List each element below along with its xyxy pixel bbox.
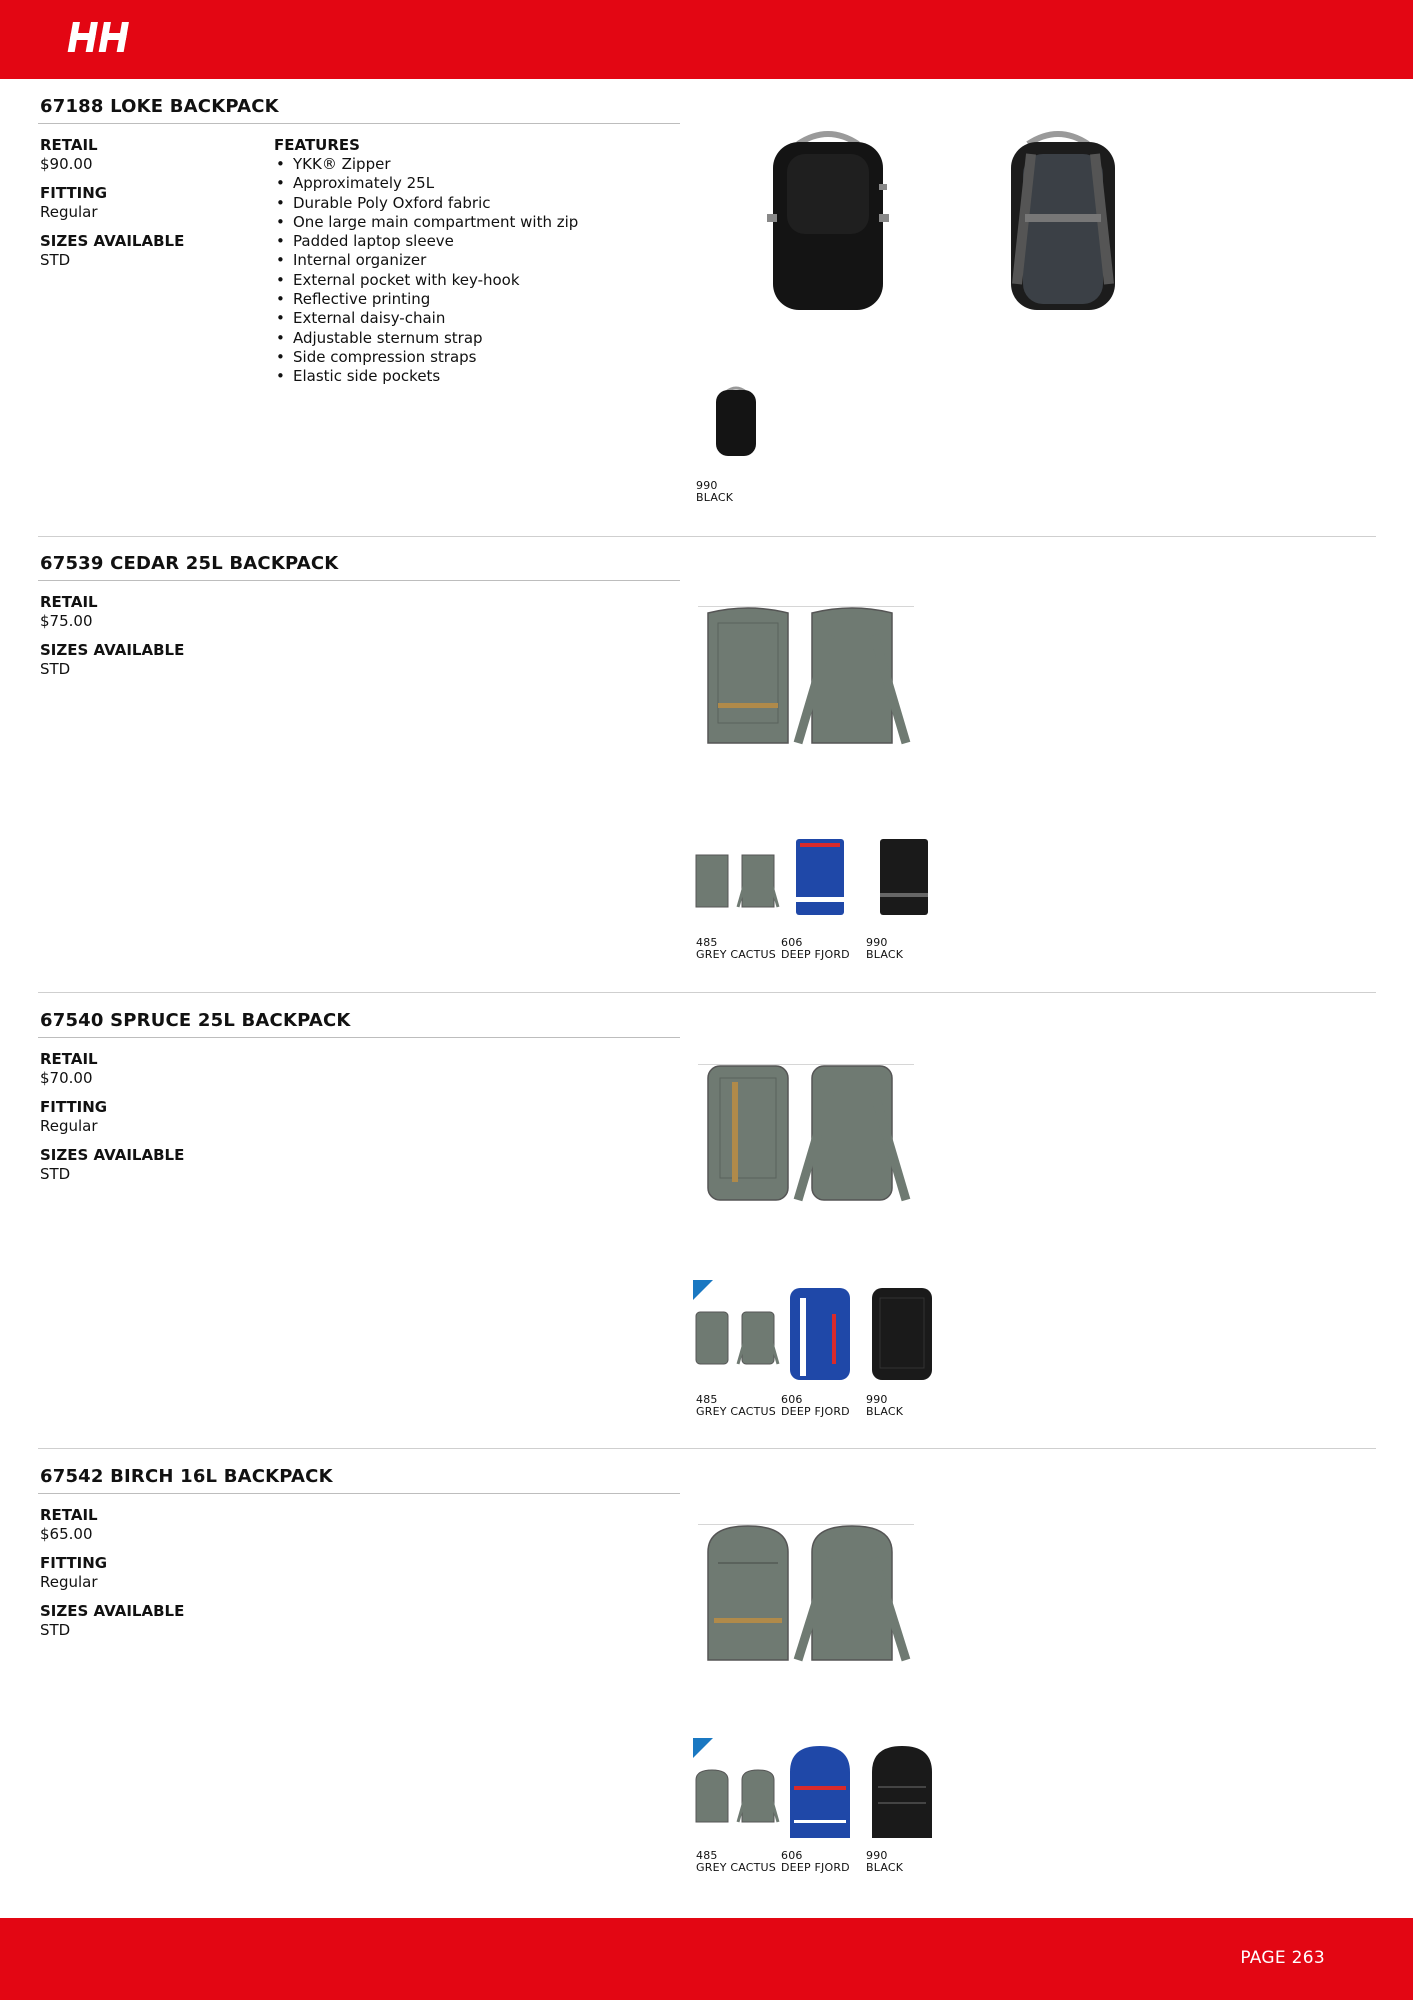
features-block (274, 136, 694, 387)
sizes-value: STD (40, 251, 71, 269)
retail-price: $90.00 (40, 155, 93, 173)
section-divider (38, 1448, 1376, 1449)
color-code: 990 (866, 1393, 888, 1406)
feature-item: • Side compression straps (274, 348, 694, 367)
product-specs (40, 1050, 260, 1194)
swatch-label-990 (866, 1394, 903, 1418)
backpack-back-drawing (790, 1522, 915, 1667)
retail-label: RETAIL (40, 593, 98, 611)
color-name: GREY CACTUS (696, 1861, 776, 1874)
product-specs (40, 593, 260, 689)
page-footer (0, 1918, 1413, 2000)
feature-item: • External daisy-chain (274, 309, 694, 328)
retail-label: RETAIL (40, 1050, 98, 1068)
swatch-grey-cactus-front (692, 851, 734, 911)
page-number: PAGE 263 (1240, 1948, 1325, 1968)
color-name: BLACK (866, 948, 904, 961)
sizes-label: SIZES AVAILABLE (40, 232, 185, 250)
fitting-label: FITTING (40, 1098, 108, 1116)
feature-item: • Approximately 25L (274, 174, 694, 193)
helly-hansen-logo (66, 16, 132, 60)
product-title: 67188 LOKE BACKPACK (40, 96, 279, 117)
product-title: 67542 BIRCH 16L BACKPACK (40, 1466, 333, 1487)
backpack-back-drawing (790, 605, 915, 750)
feature-item: • One large main compartment with zip (274, 213, 694, 232)
color-name: GREY CACTUS (696, 948, 776, 961)
swatch-black (874, 835, 934, 919)
color-code: 606 (781, 1393, 803, 1406)
color-name: DEEP FJORD (781, 948, 850, 961)
title-divider (38, 1037, 680, 1038)
sizes-label: SIZES AVAILABLE (40, 641, 185, 659)
product-cedar (38, 553, 1376, 973)
fitting-value: Regular (40, 1117, 98, 1135)
color-name: BLACK (866, 1861, 904, 1874)
color-code: 990 (866, 1849, 888, 1862)
swatch-label-990 (696, 480, 733, 504)
title-divider (38, 580, 680, 581)
swatch-black (864, 1742, 940, 1842)
backpack-front-image (743, 124, 913, 314)
swatch-grey-cactus-back (734, 1308, 782, 1368)
product-birch (38, 1466, 1376, 1886)
color-code: 606 (781, 936, 803, 949)
section-divider (38, 992, 1376, 993)
swatch-label-990 (866, 937, 903, 961)
swatch-black (864, 1284, 940, 1384)
swatch-label-485 (696, 937, 776, 961)
section-divider (38, 536, 1376, 537)
title-divider (38, 123, 680, 124)
page-header (0, 0, 1413, 79)
backpack-front-drawing (698, 1062, 798, 1207)
fitting-value: Regular (40, 1573, 98, 1591)
feature-item: • Elastic side pockets (274, 367, 694, 386)
swatch-label-606 (781, 1394, 850, 1418)
swatch-deep-fjord (782, 1742, 858, 1842)
swatch-grey-cactus-back (734, 851, 782, 911)
fitting-label: FITTING (40, 1554, 108, 1572)
feature-item: • Durable Poly Oxford fabric (274, 194, 694, 213)
new-badge-icon (693, 1738, 713, 1758)
swatch-label-606 (781, 1850, 850, 1874)
sizes-value: STD (40, 660, 71, 678)
feature-item: • Reflective printing (274, 290, 694, 309)
sizes-value: STD (40, 1621, 71, 1639)
fitting-label: FITTING (40, 184, 108, 202)
retail-label: RETAIL (40, 136, 98, 154)
swatch-grey-cactus-back (734, 1766, 782, 1826)
color-code: 485 (696, 1849, 718, 1862)
retail-label: RETAIL (40, 1506, 98, 1524)
swatch-label-485 (696, 1394, 776, 1418)
feature-item: • Padded laptop sleeve (274, 232, 694, 251)
color-code: 990 (866, 936, 888, 949)
color-code: 990 (696, 479, 718, 492)
swatch-deep-fjord (790, 835, 850, 919)
swatch-black-image (706, 384, 766, 460)
product-specs (40, 136, 260, 280)
swatch-deep-fjord (782, 1284, 858, 1384)
sizes-label: SIZES AVAILABLE (40, 1146, 185, 1164)
feature-item: • Internal organizer (274, 251, 694, 270)
features-label: FEATURES (274, 136, 360, 154)
backpack-front-drawing (698, 605, 798, 750)
retail-price: $65.00 (40, 1525, 93, 1543)
feature-item: • YKK® Zipper (274, 155, 694, 174)
features-list (274, 155, 694, 387)
swatch-label-990 (866, 1850, 903, 1874)
sizes-label: SIZES AVAILABLE (40, 1602, 185, 1620)
product-loke (38, 96, 1376, 516)
color-code: 485 (696, 1393, 718, 1406)
color-name: DEEP FJORD (781, 1405, 850, 1418)
swatch-label-606 (781, 937, 850, 961)
title-divider (38, 1493, 680, 1494)
backpack-front-drawing (698, 1522, 798, 1667)
product-title: 67539 CEDAR 25L BACKPACK (40, 553, 339, 574)
color-name: GREY CACTUS (696, 1405, 776, 1418)
swatch-grey-cactus-front (692, 1766, 734, 1826)
product-specs (40, 1506, 260, 1650)
color-name: BLACK (866, 1405, 904, 1418)
product-spruce (38, 1010, 1376, 1430)
feature-item: • Adjustable sternum strap (274, 329, 694, 348)
swatch-grey-cactus-front (692, 1308, 734, 1368)
sizes-value: STD (40, 1165, 71, 1183)
backpack-back-drawing (790, 1062, 915, 1207)
new-badge-icon (693, 1280, 713, 1300)
fitting-value: Regular (40, 203, 98, 221)
retail-price: $70.00 (40, 1069, 93, 1087)
backpack-back-image (973, 124, 1143, 314)
color-name: DEEP FJORD (781, 1861, 850, 1874)
color-code: 606 (781, 1849, 803, 1862)
product-title: 67540 SPRUCE 25L BACKPACK (40, 1010, 351, 1031)
color-name: BLACK (696, 491, 734, 504)
retail-price: $75.00 (40, 612, 93, 630)
feature-item: • External pocket with key-hook (274, 271, 694, 290)
swatch-label-485 (696, 1850, 776, 1874)
color-code: 485 (696, 936, 718, 949)
